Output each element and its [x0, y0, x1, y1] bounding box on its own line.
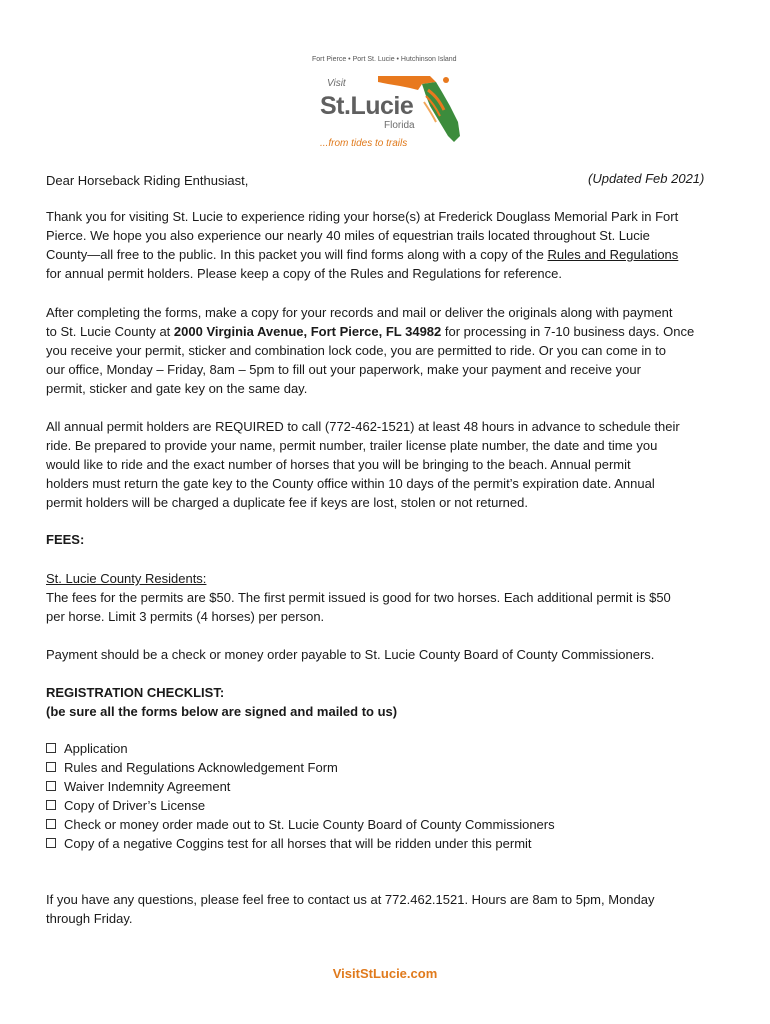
updated-date: (Updated Feb 2021): [588, 171, 705, 186]
logo-visit-text: Visit: [327, 78, 346, 89]
text-line: Thank you for visiting St. Lucie to experience riding your horse(s) at Frederick Douglass Memorial Park in Fort: [46, 209, 679, 224]
checklist-item-label: Copy of Driver’s License: [64, 798, 206, 813]
logo-brand-name: St.Lucie: [320, 92, 414, 120]
text-line: [46, 245, 724, 264]
checklist-item-label: Copy of a negative Coggins test for all horses that will be ridden under this permit: [64, 836, 532, 851]
mailing-address: 2000 Virginia Avenue, Fort Pierce, FL 34982: [173, 324, 442, 339]
fees-paragraph: [46, 588, 724, 626]
checklist-item[interactable]: [46, 739, 128, 758]
payment-paragraph: Payment should be a check or money order payable to St. Lucie County Board of County Commissioners.: [46, 647, 655, 662]
rules-and-regulations-link[interactable]: Rules and Regulations: [547, 247, 679, 262]
text-span: for processing in 7-10 business days. Once: [441, 324, 695, 339]
text-line: our office, Monday – Friday, 8am – 5pm to fill out your paperwork, make your payment and receive your: [46, 362, 641, 377]
checklist-item[interactable]: [46, 834, 532, 853]
paragraph-instructions: [46, 303, 724, 398]
checklist-heading: REGISTRATION CHECKLIST:: [46, 685, 225, 700]
checklist-item-label: Waiver Indemnity Agreement: [64, 779, 231, 794]
checkbox-icon[interactable]: [46, 800, 56, 810]
text-line: The fees for the permits are $50. The first permit issued is good for two horses. Each additional permit is $50: [46, 590, 671, 605]
text-span: to St. Lucie County at: [46, 324, 174, 339]
text-line: After completing the forms, make a copy for your records and mail or deliver the originals along with payment: [46, 305, 673, 320]
text-line: All annual permit holders are REQUIRED to call (772-462-1521) at least 48 hours in advance to schedule their: [46, 419, 680, 434]
logo-tagline-top: Fort Pierce • Port St. Lucie • Hutchinson Island: [312, 56, 457, 63]
logo-state: Florida: [384, 120, 415, 131]
checkbox-icon[interactable]: [46, 743, 56, 753]
visit-st-lucie-logo: [300, 52, 480, 160]
text-line: for annual permit holders. Please keep a copy of the Rules and Regulations for reference.: [46, 266, 562, 281]
checklist-item-label: Rules and Regulations Acknowledgement Form: [64, 760, 338, 775]
checklist-item[interactable]: [46, 758, 338, 777]
fees-heading: FEES:: [46, 532, 85, 547]
text-line: ride. Be prepared to provide your name, permit number, trailer license plate number, the date and time you: [46, 438, 658, 453]
website-link[interactable]: VisitStLucie.com: [332, 966, 438, 981]
checklist-subheading: (be sure all the forms below are signed and mailed to us): [46, 704, 398, 719]
checklist-item[interactable]: [46, 777, 230, 796]
checkbox-icon[interactable]: [46, 838, 56, 848]
text-line: holders must return the gate key to the County office within 10 days of the permit’s expiration date. Annual: [46, 476, 655, 491]
closing-paragraph: [46, 890, 724, 928]
text-line: permit holders will be charged a duplicate fee if keys are lost, stolen or not returned.: [46, 495, 528, 510]
checkbox-icon[interactable]: [46, 781, 56, 791]
text-line: permit, sticker and gate key on the same day.: [46, 381, 308, 396]
checklist-item[interactable]: [46, 815, 555, 834]
text-line: If you have any questions, please feel free to contact us at 772.462.1521. Hours are 8am to 5pm, Monday: [46, 892, 655, 907]
paragraph-intro: [46, 207, 724, 283]
paragraph-requirements: [46, 417, 724, 512]
text-line: Pierce. We hope you also experience our nearly 40 miles of equestrian trails located throughout St. Lucie: [46, 228, 650, 243]
salutation: Dear Horseback Riding Enthusiast,: [46, 173, 249, 188]
checkbox-icon[interactable]: [46, 762, 56, 772]
text-span: County—all free to the public. In this packet you will find forms along with a copy of the: [46, 247, 548, 262]
text-line: through Friday.: [46, 911, 133, 926]
checklist-item-label: Application: [64, 741, 128, 756]
logo-slogan: ...from tides to trails: [320, 138, 408, 149]
checklist-item[interactable]: [46, 796, 205, 815]
checklist-item-label: Check or money order made out to St. Lucie County Board of County Commissioners: [64, 817, 555, 832]
residents-heading: St. Lucie County Residents:: [46, 571, 207, 586]
text-line: would like to ride and the exact number of horses that you will be bringing to the beach. Annual permit: [46, 457, 631, 472]
text-line: per horse. Limit 3 permits (4 horses) per person.: [46, 609, 325, 624]
checkbox-icon[interactable]: [46, 819, 56, 829]
text-line: you receive your permit, sticker and combination lock code, you are permitted to ride. Or you can come in to: [46, 343, 666, 358]
text-line: [46, 322, 724, 341]
